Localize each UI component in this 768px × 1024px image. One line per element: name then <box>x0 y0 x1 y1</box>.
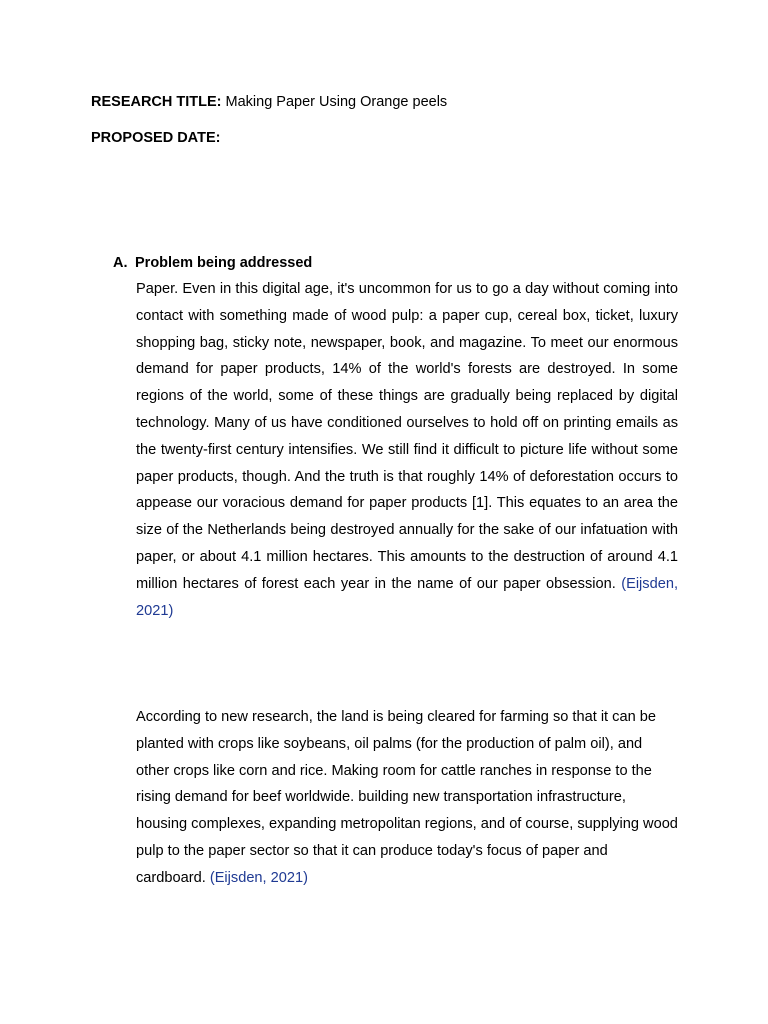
proposed-date-label: PROPOSED DATE: <box>91 130 221 146</box>
research-title-value: Making Paper Using Orange peels <box>221 94 448 110</box>
problem-paragraph-1 <box>136 276 678 624</box>
research-title-line <box>91 93 447 111</box>
proposed-date-line <box>91 129 220 147</box>
section-a <box>113 254 678 272</box>
problem-paragraph-2 <box>136 704 678 892</box>
section-a-marker: A. <box>113 255 128 271</box>
paragraph-2-text: According to new research, the land is being cleared for farming so that it can be planted with crops like soybeans, oil palms (for the production of palm oil), and other crops like corn and rice. Making room for cattle ranches in response to the rising demand for beef worldwide. building new transportation infrastructure, housing complexes, expanding metropolitan regions, and of course, supplying wood pulp to the paper sector so that it can produce today's focus of paper and cardboard. <box>136 709 678 886</box>
citation-1: (Eijsden, 2021) <box>136 575 678 619</box>
paragraph-1-text: Paper. Even in this digital age, it's uncommon for us to go a day without coming into contact with something made of wood pulp: a paper cup, cereal box, ticket, luxury shopping bag, sticky note, newspaper, book, and magazine. To meet our enormous demand for paper products, 14% of the world's forests are destroyed. In some regions of the world, some of these things are gradually being replaced by digital technology. Many of us have conditioned ourselves to hold off on printing emails as the twenty-first century intensifies. We still find it difficult to picture life without some paper products, though. And the truth is that roughly 14% of deforestation occurs to appease our voracious demand for paper products [1]. This equates to an area the size of the Netherlands being destroyed annually for the sake of our infatuation with paper, or about 4.1 million hectares. This amounts to the destruction of around 4.1 million hectares of forest each year in the name of our paper obsession. <box>136 281 678 592</box>
citation-2: (Eijsden, 2021) <box>209 869 308 886</box>
section-a-heading <box>113 254 678 272</box>
research-title-label: RESEARCH TITLE: <box>91 94 222 110</box>
section-a-title: Problem being addressed <box>135 255 313 271</box>
